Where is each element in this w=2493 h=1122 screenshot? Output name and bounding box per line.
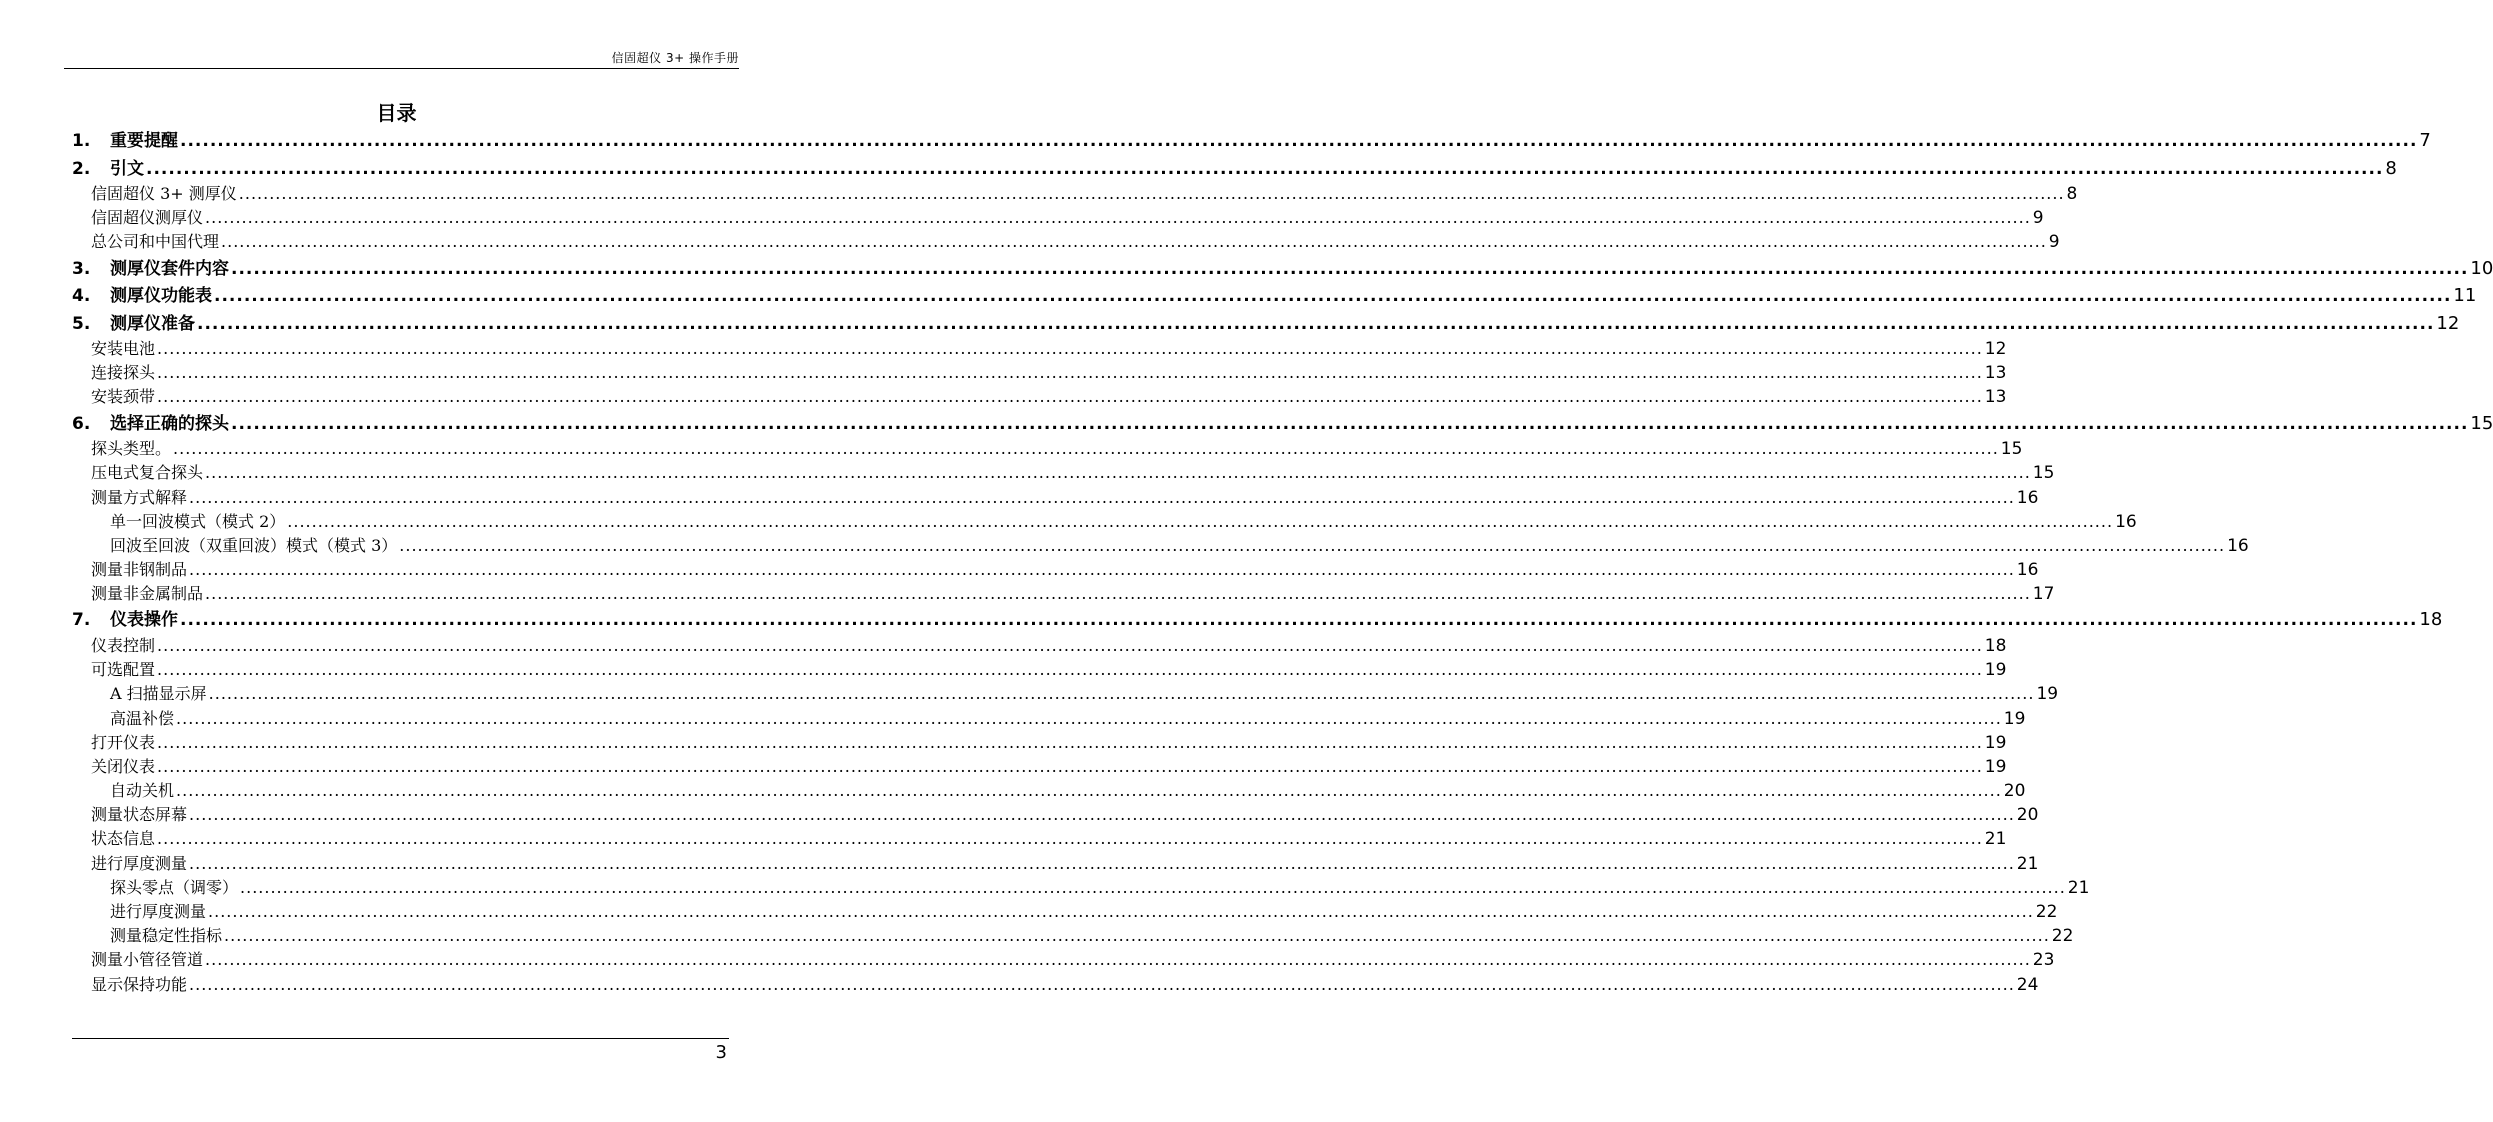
toc-entry-label — [110, 900, 208, 924]
toc-entry-number: 2. — [72, 158, 91, 179]
toc-entry-text: 测厚仪套件内容 — [110, 258, 229, 279]
toc-entry-number: 6. — [72, 413, 91, 434]
toc-entry-page: 15 — [1999, 437, 2023, 461]
toc-entry[interactable] — [72, 606, 2443, 634]
toc-dot-leader: ............................................................................................................................................................................................................................................................................................................ — [189, 853, 2015, 873]
toc-entry-text: 仪表控制 — [91, 635, 156, 655]
toc-entry-number: 1. — [72, 131, 91, 151]
toc-entry-page: 18 — [2417, 606, 2442, 634]
toc-entry-page: 10 — [2468, 255, 2493, 283]
page-number: 3 — [715, 1042, 727, 1063]
toc-entry[interactable] — [72, 634, 2007, 658]
toc-entry-page: 22 — [2050, 924, 2074, 948]
table-of-contents — [72, 127, 2493, 997]
toc-dot-leader: ............................................................................................................................................................................................................................................................................................................ — [205, 950, 2031, 970]
toc-dot-leader: ............................................................................................................................................................................................................................................................................................................ — [157, 339, 1983, 359]
toc-entry-label — [91, 337, 157, 361]
header-rule — [64, 68, 739, 69]
toc-entry-page: 20 — [2015, 803, 2039, 827]
toc-entry[interactable] — [72, 127, 2431, 155]
toc-entry-page: 19 — [1983, 731, 2007, 755]
toc-dot-leader: ............................................................................................................................................................................................................................................................................................................ — [231, 413, 2469, 434]
toc-entry-label — [72, 311, 197, 339]
toc-entry-text: 单一回波模式（模式 2） — [110, 511, 286, 531]
toc-entry[interactable] — [72, 182, 2078, 206]
toc-entry-label — [91, 634, 157, 658]
toc-entry-label — [91, 803, 189, 827]
toc-entry[interactable] — [72, 755, 2007, 779]
toc-dot-leader: ............................................................................................................................................................................................................................................................................................................ — [240, 877, 2066, 897]
toc-entry-label — [91, 461, 205, 485]
toc-dot-leader: ............................................................................................................................................................................................................................................................................................................ — [157, 635, 1983, 655]
toc-entry-text: 信固超仪测厚仪 — [91, 208, 204, 228]
toc-entry-page: 8 — [2383, 155, 2396, 183]
toc-entry-text: 重要提醒 — [110, 131, 178, 151]
toc-entry-label — [91, 658, 157, 682]
toc-entry-label — [91, 731, 157, 755]
toc-entry-page: 7 — [2417, 127, 2430, 155]
toc-dot-leader: ............................................................................................................................................................................................................................................................................................................ — [205, 208, 2031, 228]
toc-entry-text: 高温补偿 — [110, 708, 175, 728]
toc-entry-page: 23 — [2031, 948, 2055, 972]
toc-dot-leader: ............................................................................................................................................................................................................................................................................................................ — [176, 781, 2002, 801]
toc-entry-page: 19 — [2002, 707, 2026, 731]
toc-entry-text: 仪表操作 — [110, 610, 178, 631]
toc-entry-text: 连接探头 — [91, 363, 156, 383]
toc-entry-text: 安装颈带 — [91, 387, 156, 407]
toc-entry-page: 12 — [1983, 337, 2007, 361]
toc-entry-text: 引文 — [110, 158, 144, 179]
toc-dot-leader: ............................................................................................................................................................................................................................................................................................................ — [224, 926, 2050, 946]
toc-dot-leader: ............................................................................................................................................................................................................................................................................................................ — [208, 902, 2034, 921]
toc-entry-label — [72, 128, 180, 156]
toc-entry-page: 19 — [1983, 658, 2007, 682]
toc-entry-label — [91, 230, 221, 254]
toc-entry[interactable] — [72, 230, 2060, 254]
toc-dot-leader: ............................................................................................................................................................................................................................................................................................................ — [157, 732, 1983, 752]
toc-entry[interactable] — [72, 948, 2055, 972]
toc-entry-text: 关闭仪表 — [91, 756, 156, 776]
toc-entry-label — [91, 852, 189, 876]
toc-entry-page: 17 — [2031, 582, 2055, 606]
toc-entry-text: 安装电池 — [91, 339, 156, 359]
toc-dot-leader: ............................................................................................................................................................................................................................................................................................................ — [173, 439, 1999, 459]
toc-entry[interactable] — [72, 803, 2039, 827]
toc-dot-leader: ............................................................................................................................................................................................................................................................................................................ — [189, 805, 2015, 825]
toc-dot-leader: ............................................................................................................................................................................................................................................................................................................ — [197, 313, 2435, 334]
toc-entry-page: 21 — [2066, 876, 2090, 900]
toc-entry-label — [91, 437, 173, 461]
toc-dot-leader: ............................................................................................................................................................................................................................................................................................................ — [157, 660, 1983, 680]
toc-entry-page: 13 — [1983, 361, 2007, 385]
toc-entry-text: 测厚仪准备 — [110, 313, 195, 334]
toc-entry[interactable] — [72, 206, 2044, 230]
toc-entry[interactable] — [72, 779, 2026, 803]
toc-entry-page: 12 — [2434, 310, 2459, 338]
toc-entry-page: 16 — [2225, 534, 2249, 558]
toc-entry-text: 测厚仪功能表 — [110, 286, 212, 307]
toc-entry-text: A 扫描显示屏 — [110, 684, 207, 704]
toc-dot-leader: ............................................................................................................................................................................................................................................................................................................ — [189, 560, 2015, 580]
footer-rule — [72, 1038, 729, 1039]
toc-entry-page: 11 — [2451, 282, 2476, 310]
toc-entry-page: 15 — [2468, 410, 2493, 438]
toc-dot-leader: ............................................................................................................................................................................................................................................................................................................ — [157, 829, 1983, 849]
toc-dot-leader: ............................................................................................................................................................................................................................................................................................................ — [180, 131, 2418, 151]
toc-entry[interactable] — [72, 827, 2007, 851]
toc-entry-label — [72, 607, 180, 635]
toc-entry[interactable] — [72, 486, 2039, 510]
toc-dot-leader: ............................................................................................................................................................................................................................................................................................................ — [214, 286, 2452, 307]
toc-entry-page: 8 — [2065, 182, 2078, 206]
toc-entry-number: 3. — [72, 258, 91, 279]
toc-dot-leader: ............................................................................................................................................................................................................................................................................................................ — [205, 584, 2031, 604]
toc-entry-page: 19 — [1983, 755, 2007, 779]
toc-entry-page: 13 — [1983, 385, 2007, 409]
toc-dot-leader: ............................................................................................................................................................................................................................................................................................................ — [399, 535, 2226, 555]
toc-dot-leader: ............................................................................................................................................................................................................................................................................................................ — [189, 974, 2015, 994]
toc-heading: 目录 — [376, 101, 417, 125]
toc-dot-leader: ............................................................................................................................................................................................................................................................................................................ — [146, 158, 2384, 179]
toc-entry-page: 20 — [2002, 779, 2026, 803]
toc-entry-label — [72, 256, 231, 284]
toc-entry-label — [91, 385, 157, 409]
toc-entry-label — [91, 486, 189, 510]
toc-dot-leader: ............................................................................................................................................................................................................................................................................................................ — [238, 184, 2065, 203]
toc-entry-label — [72, 283, 214, 311]
toc-entry-text: 测量状态屏幕 — [91, 805, 188, 825]
toc-entry[interactable] — [72, 558, 2039, 582]
toc-entry-text: 探头零点（调零） — [110, 877, 239, 897]
toc-entry-label — [91, 182, 239, 206]
toc-entry-label — [72, 411, 231, 439]
toc-entry-page: 18 — [1983, 634, 2007, 658]
toc-entry[interactable] — [72, 900, 2058, 924]
toc-dot-leader: ............................................................................................................................................................................................................................................................................................................ — [157, 387, 1983, 407]
toc-entry-label — [91, 206, 205, 230]
toc-entry-text: 进行厚度测量 — [91, 853, 188, 873]
toc-entry-text: 测量非钢制品 — [91, 560, 188, 580]
toc-entry-label — [91, 948, 205, 972]
toc-entry-page: 21 — [1983, 827, 2007, 851]
toc-entry[interactable] — [72, 337, 2007, 361]
toc-entry-label — [72, 156, 146, 184]
toc-entry-page: 15 — [2031, 461, 2055, 485]
toc-entry-label — [91, 361, 157, 385]
toc-entry-text: 进行厚度测量 — [110, 902, 207, 921]
toc-entry-page: 24 — [2015, 973, 2039, 997]
toc-entry-text: 状态信息 — [91, 829, 156, 849]
toc-entry[interactable] — [72, 361, 2007, 385]
toc-dot-leader: ............................................................................................................................................................................................................................................................................................................ — [157, 756, 1983, 776]
toc-entry-text: 探头类型。 — [91, 439, 172, 459]
toc-entry-label — [110, 682, 209, 706]
toc-entry[interactable] — [72, 282, 2477, 310]
toc-entry-text: 压电式复合探头 — [91, 463, 204, 483]
toc-entry-text: 回波至回波（双重回波）模式（模式 3） — [110, 535, 398, 555]
toc-entry-label — [91, 755, 157, 779]
toc-entry-label — [91, 827, 157, 851]
toc-entry-text: 选择正确的探头 — [110, 413, 229, 434]
toc-entry-page: 9 — [2047, 230, 2060, 254]
toc-dot-leader: ............................................................................................................................................................................................................................................................................................................ — [208, 684, 2035, 704]
toc-entry[interactable] — [72, 410, 2493, 438]
toc-dot-leader: ............................................................................................................................................................................................................................................................................................................ — [287, 511, 2114, 531]
toc-entry[interactable] — [72, 658, 2007, 682]
toc-entry-label — [91, 558, 189, 582]
toc-entry[interactable] — [72, 731, 2007, 755]
toc-entry[interactable] — [72, 437, 2023, 461]
toc-entry-text: 测量非金属制品 — [91, 584, 204, 604]
toc-entry[interactable] — [72, 852, 2039, 876]
toc-entry[interactable] — [72, 461, 2055, 485]
toc-entry-page: 22 — [2034, 900, 2058, 924]
toc-dot-leader: ............................................................................................................................................................................................................................................................................................................ — [180, 610, 2418, 631]
toc-entry-label — [110, 534, 399, 558]
toc-entry[interactable] — [72, 707, 2026, 731]
toc-entry-text: 测量方式解释 — [91, 487, 188, 507]
toc-entry-label — [110, 924, 224, 948]
toc-entry-label — [110, 510, 287, 534]
toc-entry[interactable] — [72, 385, 2007, 409]
toc-entry-text: 测量小管径管道 — [91, 950, 204, 970]
toc-entry[interactable] — [72, 876, 2090, 900]
toc-entry-page: 9 — [2031, 206, 2044, 230]
toc-entry-text: 总公司和中国代理 — [91, 232, 220, 252]
toc-dot-leader: ............................................................................................................................................................................................................................................................................................................ — [231, 258, 2469, 279]
toc-entry[interactable] — [72, 582, 2055, 606]
toc-entry-text: 自动关机 — [110, 781, 175, 801]
toc-dot-leader: ............................................................................................................................................................................................................................................................................................................ — [176, 708, 2002, 728]
toc-entry-text: 打开仪表 — [91, 732, 156, 752]
toc-entry[interactable] — [72, 924, 2074, 948]
toc-entry-text: 测量稳定性指标 — [110, 926, 223, 946]
toc-dot-leader: ............................................................................................................................................................................................................................................................................................................ — [221, 232, 2047, 252]
toc-entry[interactable] — [72, 255, 2493, 283]
toc-entry-number: 7. — [72, 610, 91, 631]
toc-entry-label — [110, 876, 240, 900]
toc-entry[interactable] — [72, 510, 2137, 534]
toc-entry-text: 信固超仪 3+ 测厚仪 — [91, 184, 237, 203]
toc-entry-number: 5. — [72, 313, 91, 334]
toc-entry[interactable] — [72, 534, 2249, 558]
toc-entry-page: 16 — [2015, 486, 2039, 510]
toc-dot-leader: ............................................................................................................................................................................................................................................................................................................ — [157, 363, 1983, 383]
toc-entry-page: 19 — [2034, 682, 2058, 706]
toc-entry[interactable] — [72, 155, 2397, 183]
toc-dot-leader: ............................................................................................................................................................................................................................................................................................................ — [205, 463, 2031, 483]
toc-entry[interactable] — [72, 973, 2039, 997]
running-header-title: 信固超仪 3+ 操作手册 — [611, 51, 739, 65]
toc-entry-page: 21 — [2015, 852, 2039, 876]
toc-entry-label — [91, 973, 189, 997]
toc-entry-text: 可选配置 — [91, 660, 156, 680]
toc-entry-page: 16 — [2113, 510, 2137, 534]
toc-dot-leader: ............................................................................................................................................................................................................................................................................................................ — [189, 487, 2015, 507]
toc-entry[interactable] — [72, 682, 2059, 706]
toc-entry-label — [110, 779, 176, 803]
toc-entry[interactable] — [72, 310, 2460, 338]
toc-entry-number: 4. — [72, 286, 91, 307]
toc-entry-page: 16 — [2015, 558, 2039, 582]
toc-entry-text: 显示保持功能 — [91, 974, 188, 994]
toc-entry-label — [110, 707, 176, 731]
toc-entry-label — [91, 582, 205, 606]
